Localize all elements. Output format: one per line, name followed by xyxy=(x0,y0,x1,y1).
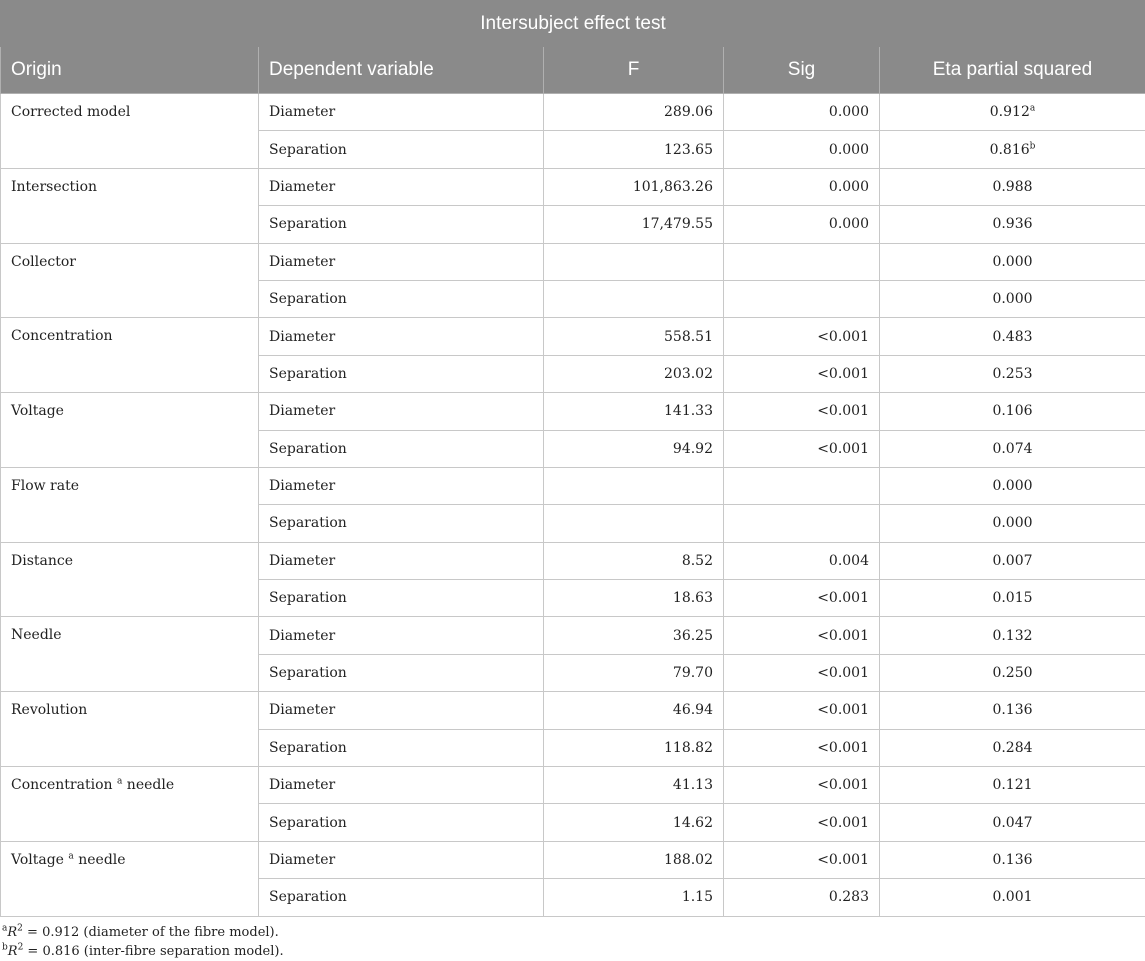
dependent-variable-cell: Separation xyxy=(259,430,544,467)
dependent-variable-cell: Separation xyxy=(259,580,544,617)
sig-cell: <0.001 xyxy=(724,729,880,766)
header-dependent-variable: Dependent variable xyxy=(259,47,544,94)
dependent-variable-cell: Diameter xyxy=(259,617,544,654)
f-cell xyxy=(544,505,724,542)
dependent-variable-cell: Diameter xyxy=(259,393,544,430)
origin-cell: Collector xyxy=(1,243,259,318)
sig-cell: 0.283 xyxy=(724,879,880,916)
f-cell: 123.65 xyxy=(544,131,724,168)
origin-cell: Needle xyxy=(1,617,259,692)
dependent-variable-cell: Separation xyxy=(259,804,544,841)
dependent-variable-cell: Diameter xyxy=(259,168,544,205)
f-cell: 14.62 xyxy=(544,804,724,841)
origin-cell: Revolution xyxy=(1,692,259,767)
origin-cell: Distance xyxy=(1,542,259,617)
sig-cell: <0.001 xyxy=(724,767,880,804)
eta-cell: 0.001 xyxy=(880,879,1145,916)
eta-cell: 0.136 xyxy=(880,692,1145,729)
f-cell: 289.06 xyxy=(544,94,724,131)
eta-cell: 0.074 xyxy=(880,430,1145,467)
sig-cell: <0.001 xyxy=(724,804,880,841)
dependent-variable-cell: Diameter xyxy=(259,841,544,878)
eta-cell: 0.000 xyxy=(880,243,1145,280)
f-cell: 17,479.55 xyxy=(544,206,724,243)
sig-cell: <0.001 xyxy=(724,430,880,467)
header-sig: Sig xyxy=(724,47,880,94)
origin-cell: Corrected model xyxy=(1,94,259,169)
sig-cell: 0.000 xyxy=(724,168,880,205)
eta-cell: 0.483 xyxy=(880,318,1145,355)
table-row xyxy=(1,393,1145,430)
f-cell: 1.15 xyxy=(544,879,724,916)
eta-cell: 0.000 xyxy=(880,280,1145,317)
f-cell: 118.82 xyxy=(544,729,724,766)
sig-cell: 0.000 xyxy=(724,94,880,131)
eta-cell: 0.250 xyxy=(880,654,1145,691)
eta-cell: 0.015 xyxy=(880,580,1145,617)
origin-cell: Voltage xyxy=(1,393,259,468)
sig-cell: <0.001 xyxy=(724,580,880,617)
f-cell xyxy=(544,467,724,504)
footnote-a: $^aR^2 = 0.912$ (diameter of the fibre model). xyxy=(2,923,1145,942)
origin-cell: Concentration xyxy=(1,318,259,393)
footnote-b: $^bR^2 = 0.816$ (inter-fibre separation model). xyxy=(2,942,1145,961)
dependent-variable-cell: Separation xyxy=(259,729,544,766)
table-title: Intersubject effect test xyxy=(1,1,1145,47)
f-cell: 141.33 xyxy=(544,393,724,430)
header-origin: Origin xyxy=(1,47,259,94)
f-cell xyxy=(544,280,724,317)
dependent-variable-cell: Separation xyxy=(259,879,544,916)
dependent-variable-cell: Diameter xyxy=(259,467,544,504)
sig-cell: <0.001 xyxy=(724,318,880,355)
origin-cell: Intersection xyxy=(1,168,259,243)
sig-cell xyxy=(724,243,880,280)
dependent-variable-cell: Separation xyxy=(259,206,544,243)
sig-cell: <0.001 xyxy=(724,393,880,430)
dependent-variable-cell: Diameter xyxy=(259,318,544,355)
sig-cell: <0.001 xyxy=(724,841,880,878)
origin-cell: Flow rate xyxy=(1,467,259,542)
table-row xyxy=(1,94,1145,131)
eta-cell: 0.106 xyxy=(880,393,1145,430)
f-cell xyxy=(544,243,724,280)
eta-cell: 0.136 xyxy=(880,841,1145,878)
dependent-variable-cell: Diameter xyxy=(259,243,544,280)
eta-cell: 0.121 xyxy=(880,767,1145,804)
f-cell: 41.13 xyxy=(544,767,724,804)
dependent-variable-cell: Separation xyxy=(259,505,544,542)
sig-cell: 0.000 xyxy=(724,131,880,168)
table-row xyxy=(1,467,1145,504)
dependent-variable-cell: Diameter xyxy=(259,692,544,729)
dependent-variable-cell: Diameter xyxy=(259,542,544,579)
f-cell: 558.51 xyxy=(544,318,724,355)
f-cell: 18.63 xyxy=(544,580,724,617)
f-cell: 188.02 xyxy=(544,841,724,878)
eta-cell: 0.000 xyxy=(880,505,1145,542)
origin-cell: Concentration $^a$ needle xyxy=(1,767,259,842)
eta-cell: 0.988 xyxy=(880,168,1145,205)
f-cell: 203.02 xyxy=(544,355,724,392)
dependent-variable-cell: Separation xyxy=(259,355,544,392)
sig-cell: <0.001 xyxy=(724,355,880,392)
table-row xyxy=(1,692,1145,729)
eta-cell: 0.253 xyxy=(880,355,1145,392)
table-body xyxy=(1,94,1145,917)
origin-cell: Voltage $^a$ needle xyxy=(1,841,259,916)
dependent-variable-cell: Separation xyxy=(259,280,544,317)
table-row xyxy=(1,243,1145,280)
f-cell: 8.52 xyxy=(544,542,724,579)
eta-cell: 0.007 xyxy=(880,542,1145,579)
sig-cell: <0.001 xyxy=(724,617,880,654)
sig-cell xyxy=(724,467,880,504)
eta-cell: 0.284 xyxy=(880,729,1145,766)
table-row xyxy=(1,617,1145,654)
eta-cell: 0.816$^b$ xyxy=(880,131,1145,168)
sig-cell xyxy=(724,280,880,317)
table-row xyxy=(1,841,1145,878)
sig-cell: 0.000 xyxy=(724,206,880,243)
f-cell: 46.94 xyxy=(544,692,724,729)
eta-cell: 0.936 xyxy=(880,206,1145,243)
sig-cell: <0.001 xyxy=(724,692,880,729)
header-eta-partial-squared: Eta partial squared xyxy=(880,47,1145,94)
sig-cell: 0.004 xyxy=(724,542,880,579)
dependent-variable-cell: Diameter xyxy=(259,767,544,804)
eta-cell: 0.047 xyxy=(880,804,1145,841)
f-cell: 101,863.26 xyxy=(544,168,724,205)
eta-cell: 0.132 xyxy=(880,617,1145,654)
eta-cell: 0.912$^a$ xyxy=(880,94,1145,131)
header-f: F xyxy=(544,47,724,94)
sig-cell xyxy=(724,505,880,542)
table-row xyxy=(1,168,1145,205)
table-row xyxy=(1,767,1145,804)
table-row xyxy=(1,318,1145,355)
table-row xyxy=(1,542,1145,579)
dependent-variable-cell: Diameter xyxy=(259,94,544,131)
eta-cell: 0.000 xyxy=(880,467,1145,504)
footnotes xyxy=(0,923,1145,961)
dependent-variable-cell: Separation xyxy=(259,654,544,691)
f-cell: 79.70 xyxy=(544,654,724,691)
f-cell: 36.25 xyxy=(544,617,724,654)
sig-cell: <0.001 xyxy=(724,654,880,691)
f-cell: 94.92 xyxy=(544,430,724,467)
dependent-variable-cell: Separation xyxy=(259,131,544,168)
